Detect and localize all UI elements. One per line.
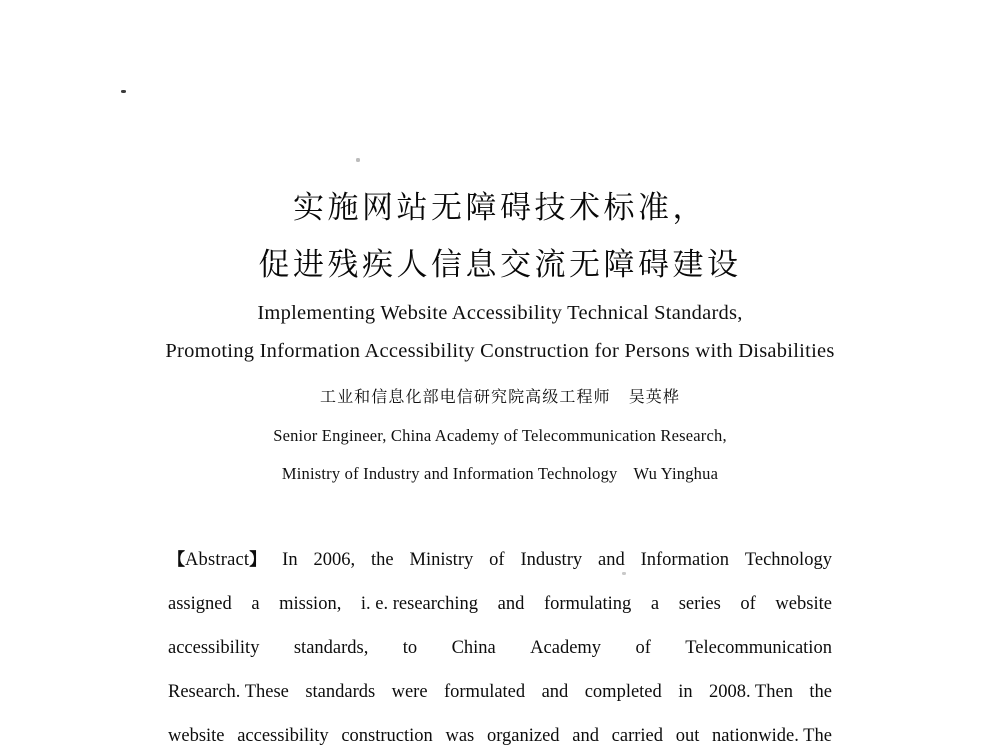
abstract-word: formulated [443, 682, 526, 702]
abstract-word: Telecommunication [685, 638, 832, 658]
abstract-word: and [572, 726, 599, 746]
bracket-close-icon: 】 [249, 550, 267, 570]
scan-speck [121, 90, 126, 93]
abstract-word: completed [584, 682, 662, 702]
abstract-label: Abstract [185, 550, 250, 570]
author-affiliation-english-line-2 [0, 466, 1000, 483]
abstract-word: Industry [520, 550, 583, 570]
abstract-word: construction [341, 726, 433, 746]
scan-speck [356, 158, 360, 162]
author-affiliation-chinese: 工业和信息化部电信研究院高级工程师 [319, 387, 611, 406]
abstract-word: formulating [543, 594, 632, 614]
abstract-line [168, 626, 832, 670]
title-english-line-2: Promoting Information Accessibility Construction for Persons with Disabilities [165, 340, 835, 362]
title-chinese-line-2: 促进残疾人信息交流无障碍建设 [258, 247, 742, 283]
abstract-word: website [775, 594, 832, 614]
abstract-word: website [168, 726, 225, 746]
abstract-word: accessibility [237, 726, 329, 746]
abstract-block [168, 538, 832, 756]
abstract-word: of [635, 638, 651, 658]
title-chinese-line-1: 实施网站无障碍技术标准， [293, 190, 707, 226]
bracket-open-icon: 【 [168, 550, 185, 570]
abstract-word: and [598, 550, 625, 570]
abstract-word: standards [305, 682, 376, 702]
abstract-word: of [740, 594, 756, 614]
abstract-word: nationwide. The [712, 726, 832, 746]
author-affiliation-english-line-1: Senior Engineer, China Academy of Telecommunication Research, [273, 426, 727, 445]
abstract-word: the [371, 550, 394, 570]
abstract-word: 2008. Then [709, 682, 793, 702]
abstract-word: a [650, 594, 660, 614]
abstract-word: in [678, 682, 693, 702]
abstract-word: were [391, 682, 428, 702]
abstract-word: In [282, 550, 298, 570]
abstract-word: China [451, 638, 496, 658]
author-name-chinese: 吴英桦 [628, 387, 680, 406]
title-english-line-1: Implementing Website Accessibility Technical Standards, [257, 302, 743, 324]
abstract-word: carried [611, 726, 664, 746]
abstract-body [168, 582, 832, 756]
abstract-word: standards, [293, 638, 369, 658]
abstract-label-group [168, 538, 266, 582]
abstract-word: i. e. researching [360, 594, 479, 614]
abstract-word: mission, [279, 594, 342, 614]
abstract-word: series [678, 594, 721, 614]
affiliation-ministry-text: Ministry of Industry and Information Technology [281, 464, 618, 483]
abstract-word: Technology [744, 550, 832, 570]
author-chinese-line [0, 389, 1000, 405]
abstract-word: of [489, 550, 505, 570]
abstract-line [168, 538, 832, 582]
abstract-word: was [445, 726, 475, 746]
abstract-word: out [675, 726, 700, 746]
abstract-word: and [497, 594, 525, 614]
abstract-word: the [809, 682, 832, 702]
abstract-word: a [251, 594, 260, 614]
abstract-word: Information [640, 550, 729, 570]
abstract-word: Research. These [168, 682, 289, 702]
abstract-word: assigned [168, 594, 232, 614]
abstract-word: organized [486, 726, 560, 746]
author-name-english: Wu Yinghua [633, 464, 719, 483]
abstract-word: to [402, 638, 418, 658]
abstract-line [168, 582, 832, 626]
abstract-line [168, 670, 832, 714]
abstract-line [168, 714, 832, 756]
abstract-word: and [541, 682, 569, 702]
abstract-word: 2006, [313, 550, 356, 570]
abstract-word: Academy [530, 638, 602, 658]
abstract-word: Ministry [409, 550, 474, 570]
abstract-word: accessibility [168, 638, 260, 658]
